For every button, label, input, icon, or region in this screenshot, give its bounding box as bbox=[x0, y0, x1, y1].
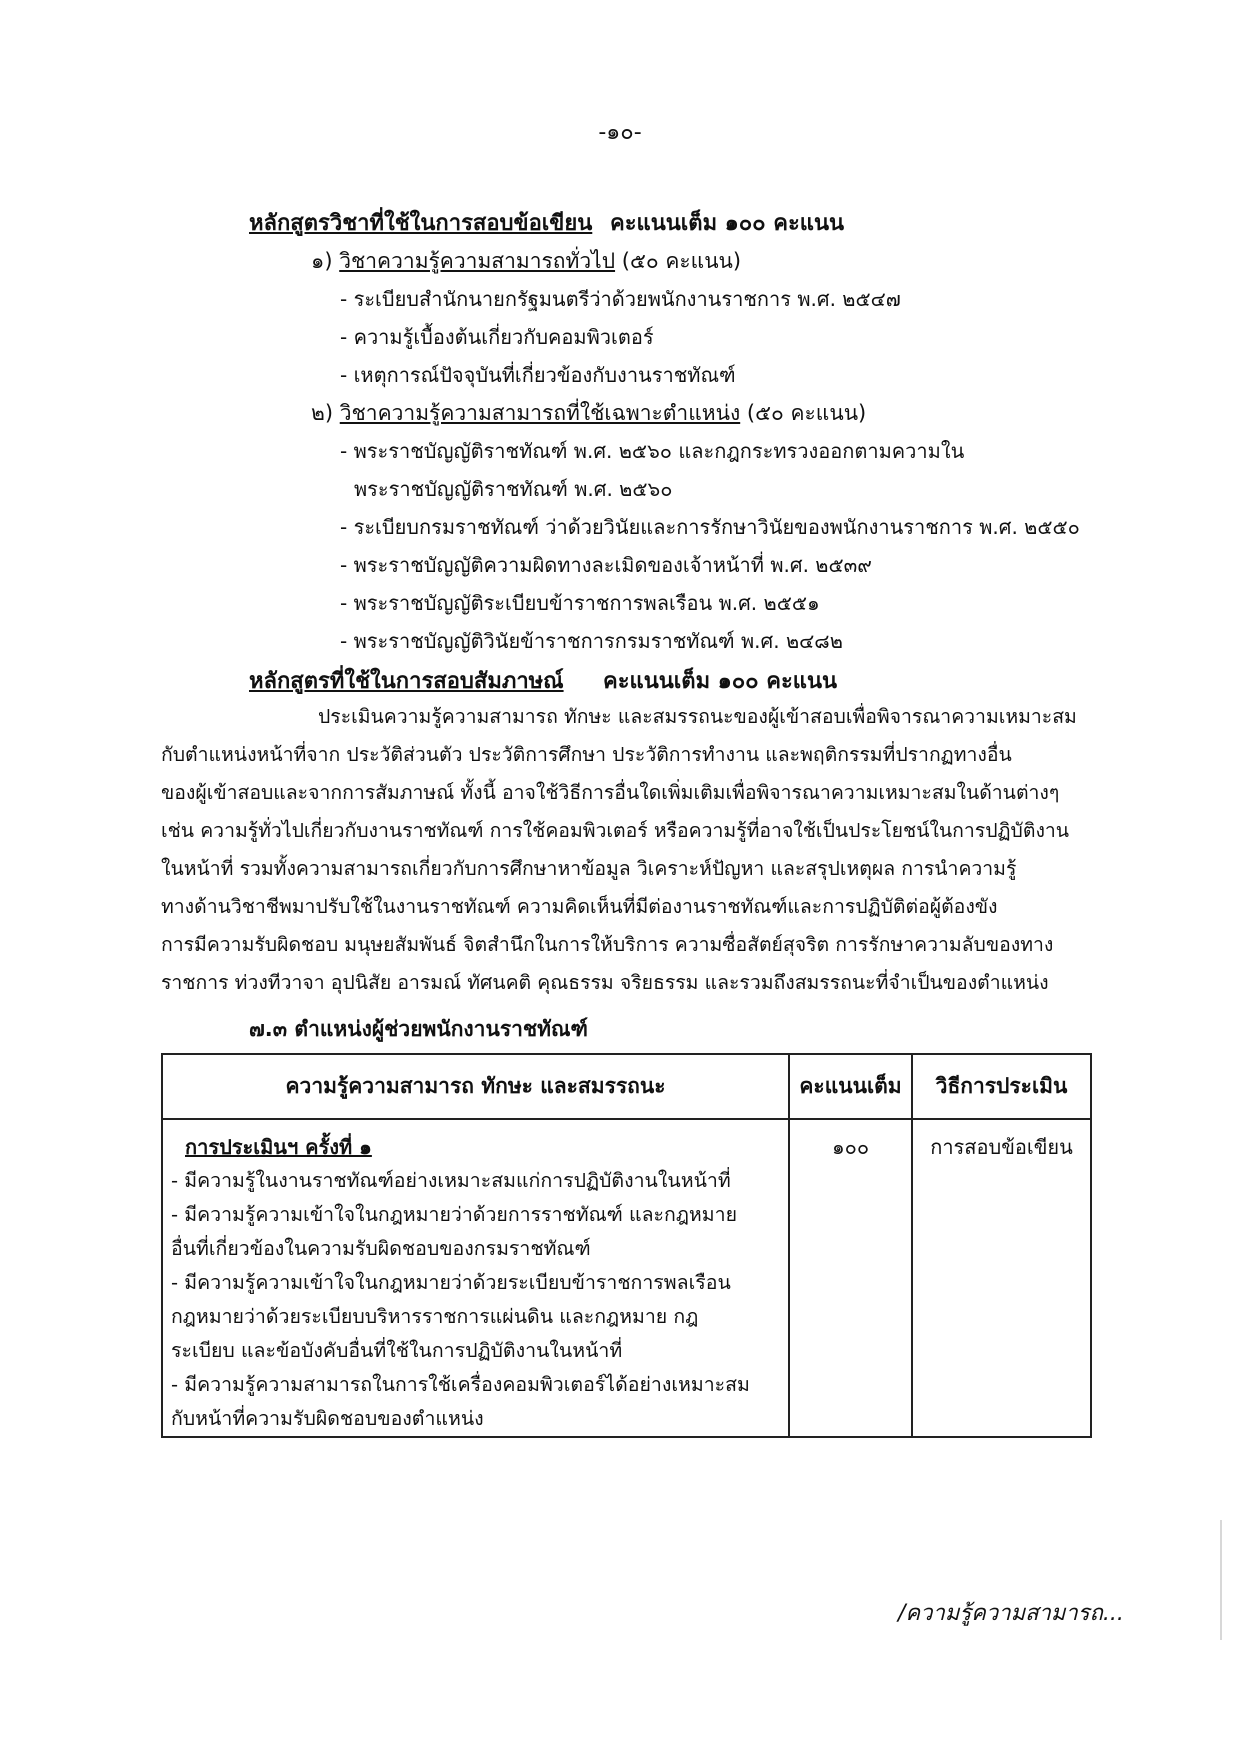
interview-paragraph-line: ของผู้เข้าสอบและจากการสัมภาษณ์ ทั้งนี้ อาจใช้วิธีการอื่นใดเพิ่มเติมเพื่อพิจารณาความเหมาะสมในด้านต่างๆ bbox=[161, 781, 1060, 804]
subject-2-number: ๒) bbox=[311, 401, 334, 425]
criterion-line: - มีความรู้ความสามารถในการใช้เครื่องคอมพิวเตอร์ได้อย่างเหมาะสม bbox=[171, 1373, 750, 1396]
table-row bbox=[162, 1119, 1091, 1437]
assessment-round-label: การประเมินฯ ครั้งที่ ๑ bbox=[185, 1135, 372, 1159]
column-header-competency: ความรู้ความสามารถ ทักษะ และสมรรถนะ bbox=[162, 1054, 789, 1119]
subject-1-topic: - ระเบียบสำนักนายกรัฐมนตรีว่าด้วยพนักงานราชการ พ.ศ. ๒๕๔๗ bbox=[340, 287, 901, 311]
scan-edge-mark bbox=[1220, 1520, 1222, 1640]
subject-2-points: (๕๐ คะแนน) bbox=[746, 401, 867, 425]
subject-2-topic: - พระราชบัญญัติระเบียบข้าราชการพลเรือน พ.ศ. ๒๕๕๑ bbox=[340, 591, 820, 615]
table-header-row bbox=[162, 1054, 1091, 1119]
subject-2-heading bbox=[311, 397, 866, 430]
criterion-line: ระเบียบ และข้อบังคับอื่นที่ใช้ในการปฏิบัติงานในหน้าที่ bbox=[171, 1339, 623, 1362]
written-exam-header bbox=[249, 205, 592, 240]
interview-paragraph-line: กับตำแหน่งหน้าที่จาก ประวัติส่วนตัว ประวัติการศึกษา ประวัติการทำงาน และพฤติกรรมที่ปรากฏทางอื่น bbox=[161, 743, 1012, 766]
interview-paragraph-line: ราชการ ท่วงทีวาจา อุปนิสัย อารมณ์ ทัศนคติ คุณธรรม จริยธรรม และรวมถึงสมรรถนะที่จำเป็นของตำแหน่ง bbox=[161, 971, 1049, 994]
interview-paragraph-line: เช่น ความรู้ทั่วไปเกี่ยวกับงานราชทัณฑ์ การใช้คอมพิวเตอร์ หรือความรู้ที่อาจใช้เป็นประโยชน์ในการปฏิบัติงาน bbox=[161, 819, 1070, 842]
interview-paragraph-line: ประเมินความรู้ความสามารถ ทักษะ และสมรรถนะของผู้เข้าสอบเพื่อพิจารณาความเหมาะสม bbox=[318, 705, 1077, 728]
interview-paragraph-line: การมีความรับผิดชอบ มนุษยสัมพันธ์ จิตสำนึกในการให้บริการ ความซื่อสัตย์สุจริต การรักษาความลับของทาง bbox=[161, 933, 1054, 956]
subject-1-points: (๕๐ คะแนน) bbox=[621, 249, 742, 273]
interview-paragraph-line: ทางด้านวิชาชีพมาปรับใช้ในงานราชทัณฑ์ ความคิดเห็นที่มีต่องานราชทัณฑ์และการปฏิบัติต่อผู้ต้องขัง bbox=[161, 895, 998, 918]
column-header-method: วิธีการประเมิน bbox=[912, 1054, 1091, 1119]
full-score-cell: ๑๐๐ bbox=[789, 1119, 912, 1437]
subject-2-topic: - พระราชบัญญัติวินัยข้าราชการกรมราชทัณฑ์ พ.ศ. ๒๔๘๒ bbox=[340, 629, 843, 653]
competency-cell bbox=[162, 1119, 789, 1437]
interview-score: คะแนนเต็ม ๑๐๐ คะแนน bbox=[603, 669, 838, 694]
criterion-line: - มีความรู้ในงานราชทัณฑ์อย่างเหมาะสมแก่การปฏิบัติงานในหน้าที่ bbox=[171, 1169, 731, 1192]
subject-2-topic: - พระราชบัญญัติความผิดทางละเมิดของเจ้าหน้าที่ พ.ศ. ๒๕๓๙ bbox=[340, 553, 872, 577]
subject-2-topic-continued: พระราชบัญญัติราชทัณฑ์ พ.ศ. ๒๕๖๐ bbox=[354, 477, 673, 501]
written-exam-score: คะแนนเต็ม ๑๐๐ คะแนน bbox=[610, 211, 845, 236]
page-number: -๑๐- bbox=[598, 120, 642, 145]
subject-1-number: ๑) bbox=[311, 249, 333, 273]
subject-1-name: วิชาความรู้ความสามารถทั่วไป bbox=[339, 249, 616, 273]
subject-1-topic: - เหตุการณ์ปัจจุบันที่เกี่ยวข้องกับงานราชทัณฑ์ bbox=[340, 363, 736, 387]
subject-1-topic: - ความรู้เบื้องต้นเกี่ยวกับคอมพิวเตอร์ bbox=[340, 325, 654, 349]
subject-2-topic: - พระราชบัญญัติราชทัณฑ์ พ.ศ. ๒๕๖๐ และกฎกระทรวงออกตามความใน bbox=[340, 439, 965, 463]
criterion-line: อื่นที่เกี่ยวข้องในความรับผิดชอบของกรมราชทัณฑ์ bbox=[171, 1237, 591, 1260]
criterion-line: กับหน้าที่ความรับผิดชอบของตำแหน่ง bbox=[171, 1407, 484, 1430]
subject-1-heading bbox=[311, 245, 741, 278]
interview-title: หลักสูตรที่ใช้ในการสอบสัมภาษณ์ bbox=[249, 669, 564, 694]
criterion-line: - มีความรู้ความเข้าใจในกฎหมายว่าด้วยระเบียบข้าราชการพลเรือน bbox=[171, 1271, 731, 1294]
subject-2-name: วิชาความรู้ความสามารถที่ใช้เฉพาะตำแหน่ง bbox=[339, 401, 741, 425]
criterion-line: กฎหมายว่าด้วยระเบียบบริหารราชการแผ่นดิน และกฎหมาย กฎ bbox=[171, 1305, 699, 1328]
criterion-line: - มีความรู้ความเข้าใจในกฎหมายว่าด้วยการราชทัณฑ์ และกฎหมาย bbox=[171, 1203, 738, 1226]
interview-paragraph-line: ในหน้าที่ รวมทั้งความสามารถเกี่ยวกับการศึกษาหาข้อมูล วิเคราะห์ปัญหา และสรุปเหตุผล การนำความรู้ bbox=[161, 857, 1017, 880]
assessment-table bbox=[161, 1053, 1092, 1438]
column-header-full-score: คะแนนเต็ม bbox=[789, 1054, 912, 1119]
continuation-note: /ความรู้ความสามารถ... bbox=[898, 1601, 1124, 1626]
position-heading: ๗.๓ ตำแหน่งผู้ช่วยพนักงานราชทัณฑ์ bbox=[249, 1017, 588, 1041]
subject-2-topic: - ระเบียบกรมราชทัณฑ์ ว่าด้วยวินัยและการรักษาวินัยของพนักงานราชการ พ.ศ. ๒๕๕๐ bbox=[340, 515, 1080, 539]
method-cell: การสอบข้อเขียน bbox=[912, 1119, 1091, 1437]
written-exam-title: หลักสูตรวิชาที่ใช้ในการสอบข้อเขียน bbox=[249, 211, 593, 236]
interview-header bbox=[249, 663, 564, 698]
